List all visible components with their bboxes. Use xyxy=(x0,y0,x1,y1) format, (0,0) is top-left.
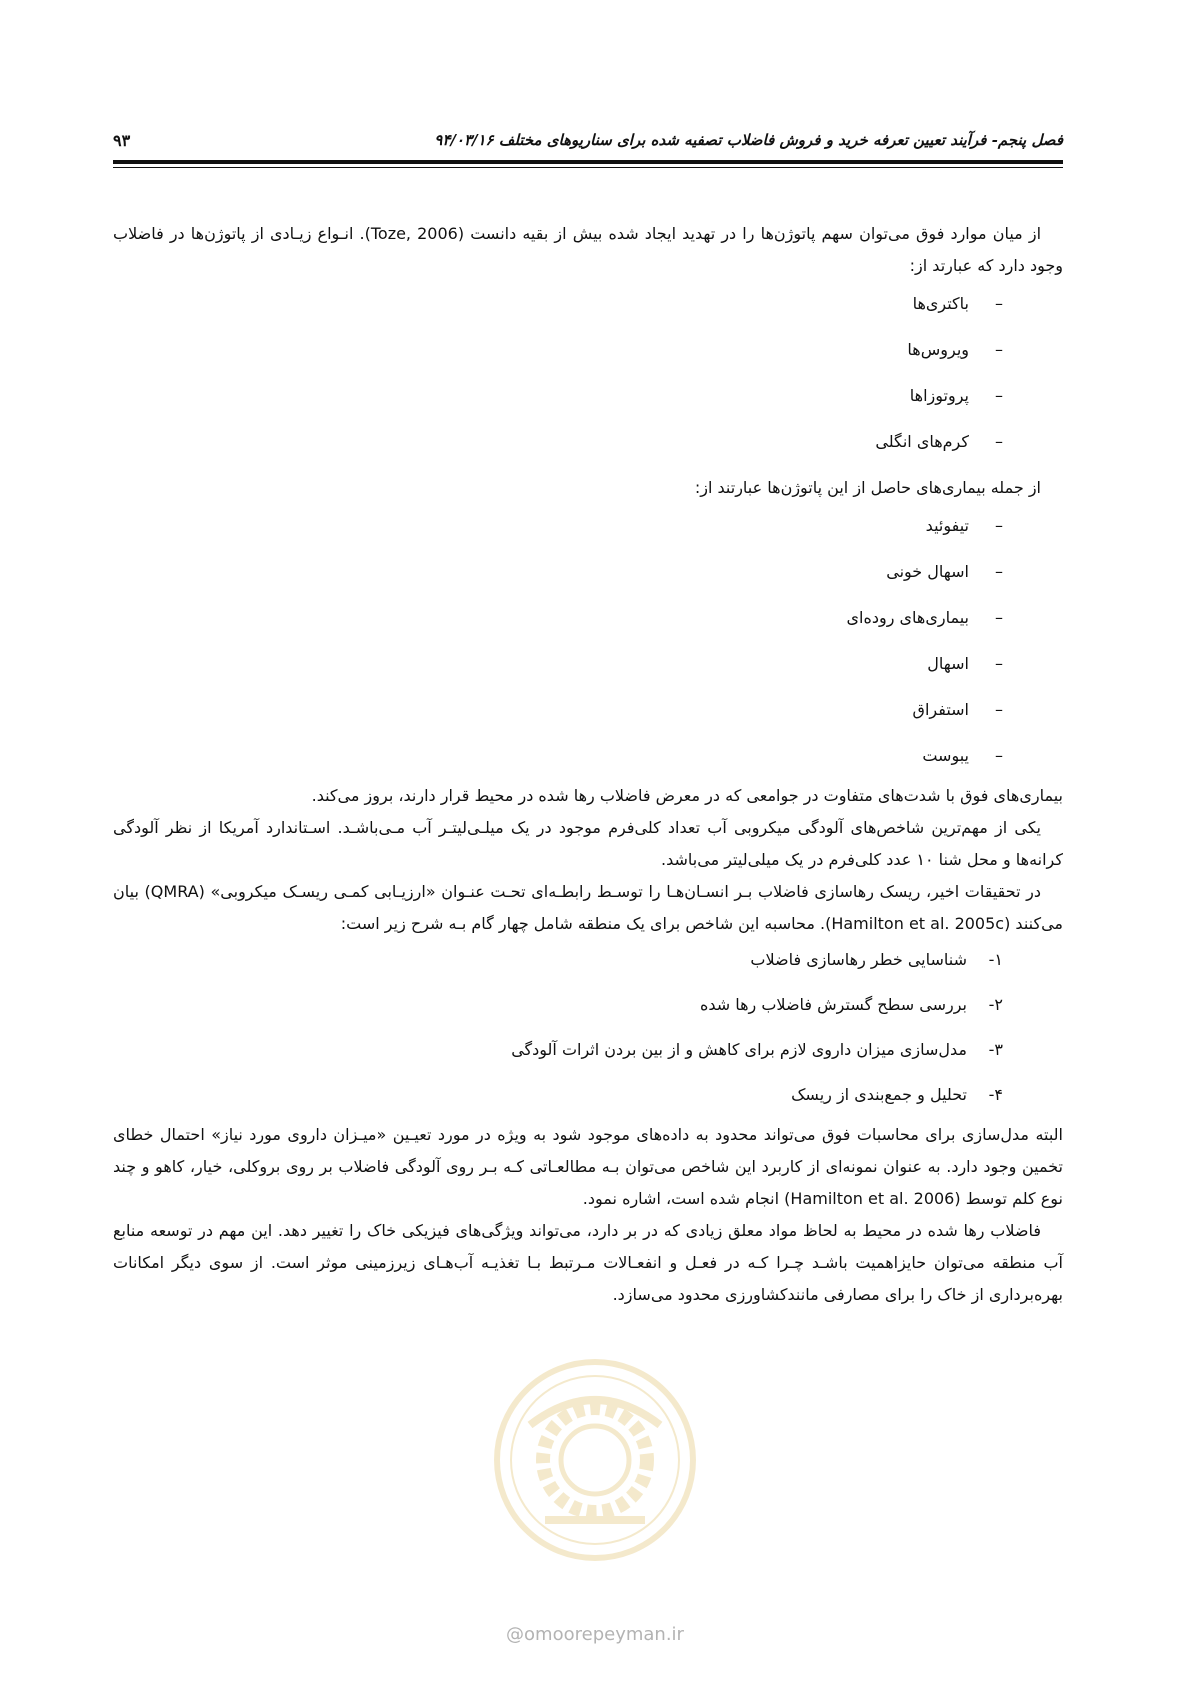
header-rule-thick xyxy=(113,160,1063,164)
pathogen-list xyxy=(113,288,1063,472)
chapter-title: فصل پنجم- فرآیند تعیین تعرفه خرید و فروش فاضلاب تصفیه شده برای سناریوهای مختلف ۹۴/۰۳/۱۶ xyxy=(434,131,1063,149)
step-number: ۲- xyxy=(988,995,1003,1014)
dash-bullet: – xyxy=(995,340,1003,359)
list-item xyxy=(113,740,1003,780)
running-header xyxy=(113,125,1063,155)
step-number: ۱- xyxy=(988,950,1003,969)
list-item xyxy=(113,1079,1003,1115)
dash-bullet: – xyxy=(995,746,1003,765)
paragraph-diseases-impact: بیماری‌های فوق با شدت‌های متفاوت در جوامعی که در معرض فاضلاب رها شده در محیط قرار دارند، بروز می‌کند. xyxy=(311,786,1063,805)
list-item-label: ویروس‌ها xyxy=(907,340,969,359)
dash-bullet: – xyxy=(995,654,1003,673)
header-rule-thin xyxy=(113,167,1063,168)
paragraph-soil: فاضلاب رها شده در محیط به لحاظ مواد معلق زیادی که در بر دارد، می‌تواند ویژگی‌های فیزیکی خاک را تغییر دهد. این مهم در توسعه منابع آب منطقه می‌توان حایزاهمیت باشـد چـرا کـه در فعـل و انفعـالات مـرتبط بـا تغذیـه آب‌هـای زیرزمینی موثر است. از سوی دیگر امکانات بهره‌برداری از خاک را برای مصارفی مانندکشاورزی محدود می‌سازد. xyxy=(113,1221,1063,1304)
list-item xyxy=(113,1034,1003,1079)
seal-watermark-icon xyxy=(490,1355,700,1565)
page-number: ۹۳ xyxy=(113,131,131,150)
step-number: ۴- xyxy=(988,1085,1003,1104)
list-item xyxy=(113,602,1003,648)
step-text: بررسی سطح گسترش فاضلاب رها شده xyxy=(699,995,967,1014)
paragraph-modeling: البته مدل‌سازی برای محاسبات فوق می‌تواند محدود به داده‌های موجود شود به ویژه در مورد تعیـین «میـزان داروی مورد نیاز» احتمال خطای تخمین وجود دارد. به عنوان نمونه‌ای از کاربرد این شاخص می‌توان بـه مطالعـاتی کـه بـر روی آلودگی فاضلاب بر روی بروکلی، خیار، کاهو و چند نوع کلم توسط (Hamilton et al. 2006) انجام شده است، اشاره نمود. xyxy=(113,1125,1063,1208)
body-text xyxy=(113,218,1063,1311)
step-number: ۳- xyxy=(988,1040,1003,1059)
dash-bullet: – xyxy=(995,294,1003,313)
list-item xyxy=(113,426,1003,472)
dash-bullet: – xyxy=(995,386,1003,405)
step-text: شناسایی خطر رهاسازی فاضلاب xyxy=(750,950,967,969)
list-item-label: باکتری‌ها xyxy=(912,294,969,313)
list-item xyxy=(113,944,1003,989)
list-item-label: یبوست xyxy=(922,746,969,765)
list-item-label: تیفوئید xyxy=(925,516,969,535)
diseases-intro: از جمله بیماری‌های حاصل از این پاتوژن‌ها عبارتند از: xyxy=(694,478,1041,497)
dash-bullet: – xyxy=(995,432,1003,451)
disease-list xyxy=(113,510,1063,780)
list-item-label: بیماری‌های روده‌ای xyxy=(846,608,969,627)
list-item xyxy=(113,694,1003,740)
list-item-label: اسهال xyxy=(927,654,969,673)
qmra-steps xyxy=(113,944,1063,1115)
list-item-label: کرم‌های انگلی xyxy=(875,432,969,451)
dash-bullet: – xyxy=(995,516,1003,535)
dash-bullet: – xyxy=(995,562,1003,581)
dash-bullet: – xyxy=(995,608,1003,627)
list-item xyxy=(113,380,1003,426)
step-text: تحلیل و جمع‌بندی از ریسک xyxy=(791,1085,967,1104)
dash-bullet: – xyxy=(995,700,1003,719)
paragraph-coliform: یکی از مهم‌ترین شاخص‌های آلودگی میکروبی آب تعداد کلی‌فرم موجود در یک میلـی‌لیتـر آب مـی‌باشـد. اسـتاندارد آمریکا از نظر آلودگی کرانه‌ها و محل شنا ۱۰ عدد کلی‌فرم در یک میلی‌لیتر می‌باشد. xyxy=(113,818,1063,869)
list-item xyxy=(113,334,1003,380)
footer-watermark-url: @omoorepeyman.ir xyxy=(506,1624,684,1645)
paragraph-qmra: در تحقیقات اخیر، ریسک رهاسازی فاضلاب بـر انسـان‌هـا را توسـط رابطـه‌ای تحـت عنـوان «ارزیـابی کمـی ریسـک میکروبی» (QMRA) بیان می‌کنند (Hamilton et al. 2005c). محاسبه این شاخص برای یک منطقه شامل چهار گام بـه شرح زیر است: xyxy=(113,882,1063,933)
list-item-label: پروتوزاها xyxy=(909,386,969,405)
step-text: مدل‌سازی میزان داروی لازم برای کاهش و از بین بردن اثرات آلودگی xyxy=(511,1040,967,1059)
intro-paragraph: از میان موارد فوق می‌توان سهم پاتوژن‌ها را در تهدید ایجاد شده بیش از بقیه دانست (Toze, 2006). انـواع زیـادی از پاتوژن‌ها در فاضلاب وجود دارد که عبارتد از: xyxy=(113,224,1063,275)
list-item xyxy=(113,556,1003,602)
list-item xyxy=(113,648,1003,694)
list-item xyxy=(113,288,1003,334)
list-item xyxy=(113,989,1003,1034)
list-item-label: اسهال خونی xyxy=(886,562,969,581)
list-item-label: استفراق xyxy=(912,700,969,719)
list-item xyxy=(113,510,1003,556)
